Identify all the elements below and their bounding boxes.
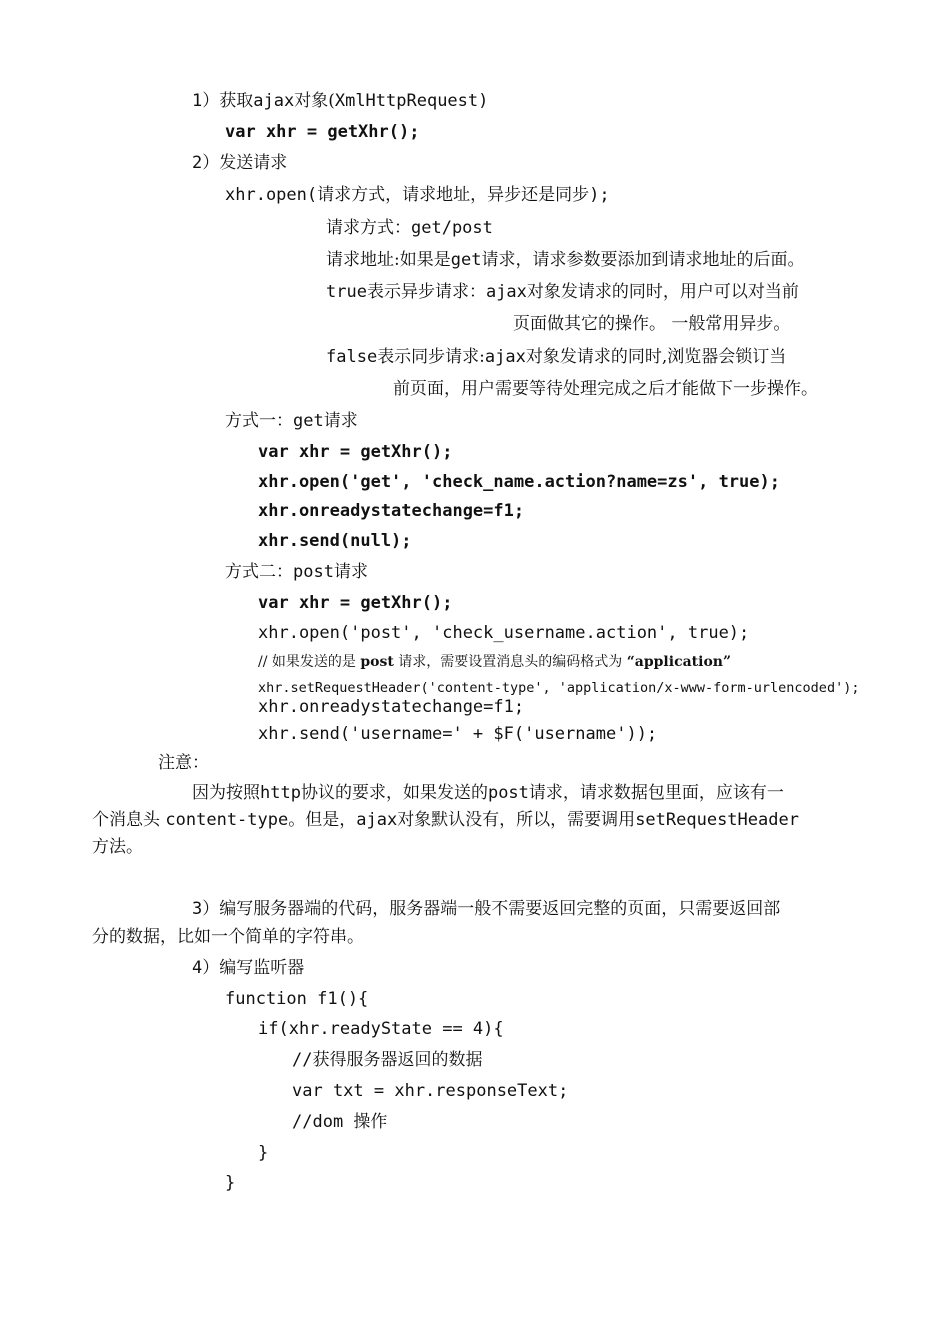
- step1-code: var xhr = getXhr();: [225, 122, 420, 142]
- step2-true-a: true: [326, 282, 367, 302]
- step2-false-d: 对象发请求的同时,浏览器会锁订当: [525, 347, 787, 367]
- post-heading: [225, 561, 368, 583]
- note-1e: 请求，请求数据包里面，应该有一: [528, 783, 784, 803]
- note-1a: 因为按照: [192, 783, 260, 803]
- step2-false-line: [326, 346, 786, 368]
- step2-url-b: get: [450, 250, 482, 270]
- step2-true-b: 表示异步请求：: [366, 282, 486, 302]
- post-code-line-4: xhr.send('username=' + $F('username'));: [258, 724, 658, 744]
- get-code-line-2: xhr.open('get', 'check_name.action?name=zs', true);: [258, 472, 780, 492]
- step2-heading: [192, 152, 287, 174]
- get-heading-a: 方式一：: [225, 411, 293, 431]
- step2-open-a: xhr.open(: [225, 185, 318, 205]
- post-heading-a: 方式二：: [225, 562, 293, 582]
- step2-false-cont: 前页面，用户需要等待处理完成之后才能做下一步操作。: [393, 379, 818, 399]
- step2-method-label: 请求方式：: [326, 218, 411, 238]
- step4-code-line-7: }: [225, 1173, 236, 1193]
- step2-method-value: get/post: [411, 218, 493, 238]
- step2-true-d: 对象发请求的同时，用户可以对当前: [526, 282, 799, 302]
- note-2a: 个消息头: [92, 810, 166, 830]
- get-code-line-1: var xhr = getXhr();: [258, 442, 453, 462]
- note-2c: 。但是，: [288, 810, 357, 830]
- step2-true-c: ajax: [485, 282, 527, 302]
- step4-code-line-2: if(xhr.readyState == 4){: [258, 1019, 504, 1039]
- step2-false-a: false: [326, 347, 378, 367]
- note-2f: setRequestHeader: [635, 810, 799, 830]
- step1-title-d: XmlHttpRequest): [334, 91, 489, 111]
- step4-code-line-1: function f1(){: [225, 989, 369, 1009]
- step3-line-2: 分的数据，比如一个简单的字符串。: [92, 927, 364, 947]
- post-comment-a: // 如果发送的是: [258, 654, 361, 670]
- step4-code-line-4: var txt = xhr.responseText;: [292, 1081, 569, 1101]
- note-2e: 对象默认没有，所以，需要调用: [397, 810, 636, 830]
- step2-number: 2）: [192, 153, 220, 173]
- post-code-line-1: var xhr = getXhr();: [258, 593, 453, 613]
- post-heading-b: post: [293, 562, 334, 582]
- step4-code-line-6: }: [258, 1143, 269, 1163]
- step4-code-line-3: //获得服务器返回的数据: [292, 1050, 483, 1070]
- step3-line-1: [192, 898, 780, 920]
- step3-text-1: 编写服务器端的代码，服务器端一般不需要返回完整的页面，只需要返回部: [219, 899, 781, 919]
- step2-false-b: 表示同步请求:: [377, 347, 485, 367]
- step2-method-line: [326, 217, 493, 239]
- step2-true-line: [326, 281, 799, 303]
- note-1d: post: [487, 783, 529, 803]
- note-1c: 协议的要求，如果发送的: [300, 783, 488, 803]
- step2-open-b: 请求方式，请求地址，异步还是同步: [317, 185, 590, 205]
- note-2d: ajax: [356, 810, 398, 830]
- step1-title-c: 对象(: [294, 91, 335, 111]
- get-code-line-3: xhr.onreadystatechange=f1;: [258, 501, 525, 521]
- step2-url-a: 请求地址:如果是: [326, 250, 451, 270]
- note-label: 注意：: [158, 753, 209, 773]
- step4-code-line-5: //dom 操作: [292, 1112, 388, 1132]
- step2-url-c: 请求，请求参数要添加到请求地址的后面。: [481, 250, 805, 270]
- step2-true-cont: 页面做其它的操作。 一般常用异步。: [513, 314, 791, 334]
- step1-number: 1）: [192, 91, 220, 111]
- post-comment-b: post: [360, 654, 394, 670]
- post-comment-d: “application”: [626, 654, 732, 670]
- note-2b: content-type: [165, 810, 289, 830]
- step1-title-a: 获取: [219, 91, 254, 111]
- step2-open-line: [225, 184, 610, 206]
- post-code-line-2: xhr.open('post', 'check_username.action', true);: [258, 623, 750, 643]
- note-line-2: [92, 809, 799, 831]
- get-heading-c: 请求: [323, 411, 358, 431]
- note-line-1: [192, 782, 784, 804]
- step4-heading: [192, 957, 304, 979]
- post-set-header: xhr.setRequestHeader('content-type', 'application/x-www-form-urlencoded');: [258, 680, 860, 696]
- note-line-3: 方法。: [92, 837, 143, 857]
- get-heading: [225, 410, 358, 432]
- step2-url-line: [326, 249, 804, 271]
- step1-title-b: ajax: [253, 91, 295, 111]
- get-code-line-4: xhr.send(null);: [258, 531, 412, 551]
- step2-false-c: ajax: [484, 347, 526, 367]
- note-1b: http: [260, 783, 301, 803]
- post-heading-c: 请求: [333, 562, 368, 582]
- step3-number: 3）: [192, 899, 220, 919]
- step2-open-c: );: [589, 185, 610, 205]
- step4-number: 4）: [192, 958, 220, 978]
- post-code-line-3: xhr.onreadystatechange=f1;: [258, 697, 525, 717]
- step1-heading: [192, 90, 488, 112]
- post-comment-c: 请求，需要设置消息头的编码格式为: [393, 654, 627, 670]
- get-heading-b: get: [293, 411, 324, 431]
- step4-title: 编写监听器: [219, 958, 305, 978]
- post-comment: [258, 651, 731, 673]
- step2-title: 发送请求: [219, 153, 288, 173]
